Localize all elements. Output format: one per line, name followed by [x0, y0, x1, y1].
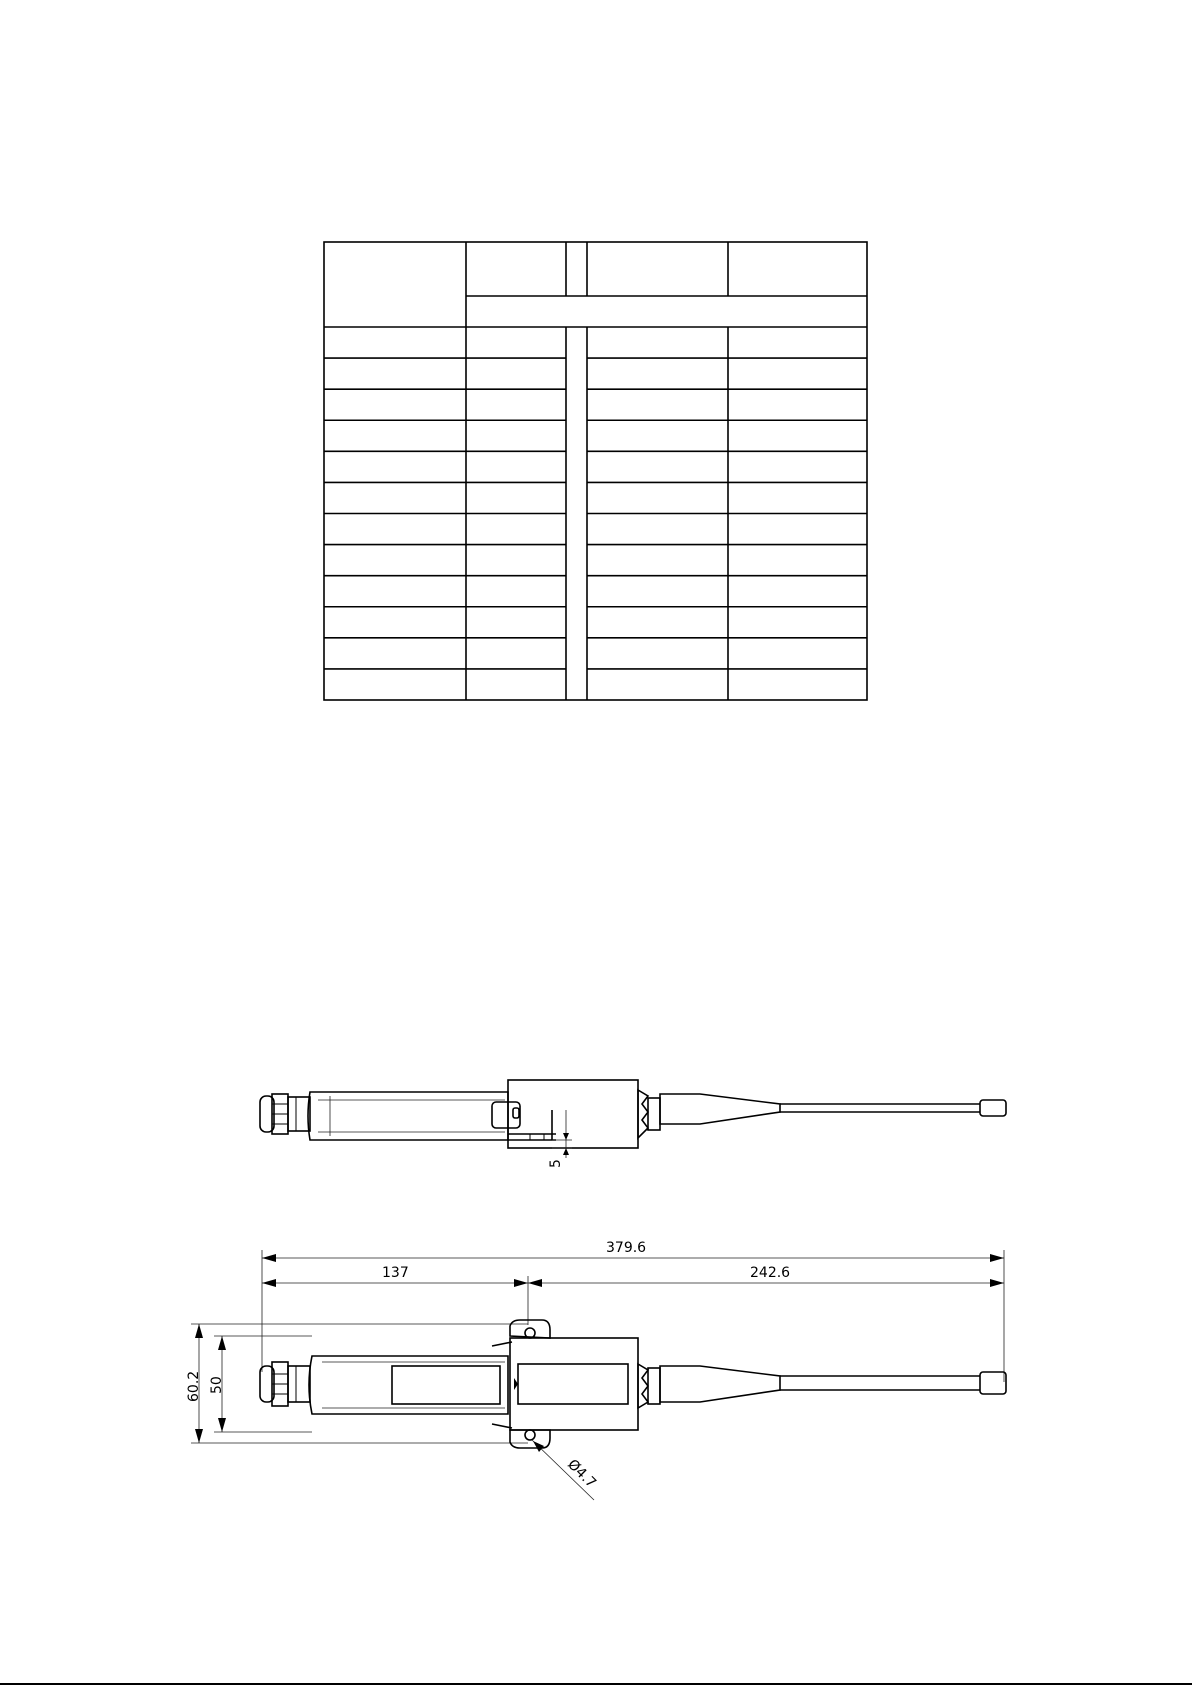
gland-thread-top [288, 1366, 310, 1402]
module-housing-top [510, 1338, 638, 1430]
label-window-right [518, 1364, 628, 1404]
dim-antenna-label: 242.6 [750, 1265, 791, 1281]
side-view [260, 1080, 1006, 1168]
dim-gap-label: 5 [548, 1159, 564, 1168]
module-housing [508, 1080, 638, 1148]
mount-clip [492, 1102, 520, 1128]
flange-top [510, 1320, 550, 1338]
dim-body-label: 137 [382, 1265, 409, 1281]
top-view [186, 1240, 1006, 1500]
hole-diameter-label: Ø4.7 [564, 1456, 600, 1492]
table-row-lines [324, 358, 867, 669]
antenna-base [660, 1094, 780, 1124]
table-border [324, 242, 867, 700]
antenna-tip-top [980, 1372, 1006, 1394]
antenna-base-top [660, 1366, 780, 1402]
clip-slot [513, 1108, 519, 1118]
antenna-connector-top [638, 1364, 648, 1408]
dim-overall-label: 379.6 [606, 1240, 647, 1256]
spec-table [324, 242, 867, 700]
gland-thread [288, 1097, 310, 1131]
dim-flange-label: 60.2 [186, 1370, 202, 1402]
flange-bottom [510, 1430, 550, 1448]
body-housing-top [309, 1356, 508, 1414]
body-housing [308, 1092, 508, 1140]
label-window-left [392, 1366, 500, 1404]
antenna-connector [638, 1090, 648, 1138]
mount-hole-bottom [525, 1430, 535, 1440]
antenna-tip [980, 1100, 1006, 1116]
dim-body-height-label: 50 [209, 1376, 225, 1394]
